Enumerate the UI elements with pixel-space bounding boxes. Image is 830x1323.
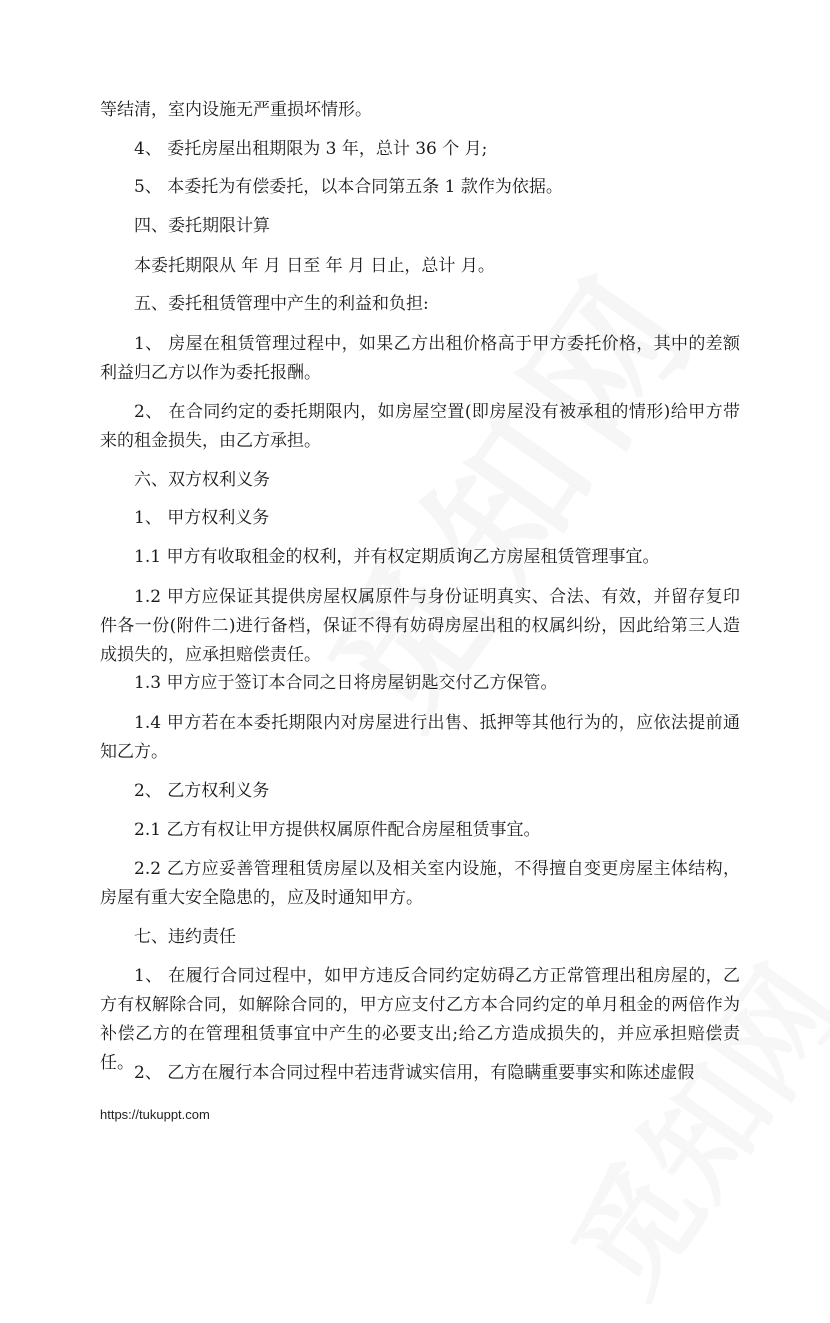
paragraph: 等结清，室内设施无严重损坏情形。 bbox=[100, 100, 372, 120]
footer-url[interactable]: https://tukuppt.com bbox=[100, 1107, 210, 1122]
subsection-heading: 1、 甲方权利义务 bbox=[134, 508, 270, 528]
paragraph: 4、 委托房屋出租期限为 3 年，总计 36 个 月; bbox=[134, 139, 488, 159]
paragraph: 1、 在履行合同过程中，如甲方违反合同约定妨碍乙方正常管理出租房屋的，乙方有权解除合同，如解除合同的，甲方应支付乙方本合同约定的单月租金的两倍作为补偿乙方的在管理租赁事宜中产生的必要支出;给乙方造成损失的，并应承担赔偿责任。 bbox=[100, 966, 740, 1073]
subsection-heading: 2、 乙方权利义务 bbox=[134, 781, 270, 801]
paragraph: 1.2 甲方应保证其提供房屋权属原件与身份证明真实、合法、有效，并留存复印件各一份(附件二)进行备档，保证不得有妨碍房屋出租的权属纠纷，因此给第三人造成损失的，应承担赔偿责任。 bbox=[100, 587, 740, 665]
paragraph: 2.2 乙方应妥善管理租赁房屋以及相关室内设施，不得擅自变更房屋主体结构，房屋有重大安全隐患的，应及时通知甲方。 bbox=[100, 859, 740, 908]
paragraph: 1.4 甲方若在本委托期限内对房屋进行出售、抵押等其他行为的，应依法提前通知乙方。 bbox=[100, 713, 740, 762]
paragraph: 2.1 乙方有权让甲方提供权属原件配合房屋租赁事宜。 bbox=[134, 820, 541, 840]
section-heading: 七、违约责任 bbox=[134, 927, 236, 947]
paragraph: 2、 乙方在履行本合同过程中若违背诚实信用，有隐瞒重要事实和陈述虚假 bbox=[134, 1063, 695, 1083]
section-heading: 四、委托期限计算 bbox=[134, 216, 270, 236]
paragraph: 本委托期限从 年 月 日至 年 月 日止，总计 月。 bbox=[134, 256, 495, 276]
paragraph: 1.1 甲方有收取租金的权利，并有权定期质询乙方房屋租赁管理事宜。 bbox=[134, 547, 660, 567]
paragraph: 2、 在合同约定的委托期限内，如房屋空置(即房屋没有被承租的情形)给甲方带来的租金损失，由乙方承担。 bbox=[100, 402, 740, 451]
section-heading: 六、双方权利义务 bbox=[134, 470, 270, 490]
paragraph: 1.3 甲方应于签订本合同之日将房屋钥匙交付乙方保管。 bbox=[134, 673, 558, 693]
section-heading: 五、委托租赁管理中产生的利益和负担: bbox=[134, 294, 429, 314]
paragraph: 5、 本委托为有偿委托，以本合同第五条 1 款作为依据。 bbox=[134, 177, 563, 197]
paragraph: 1、 房屋在租赁管理过程中，如果乙方出租价格高于甲方委托价格，其中的差额利益归乙方以作为委托报酬。 bbox=[100, 334, 740, 383]
